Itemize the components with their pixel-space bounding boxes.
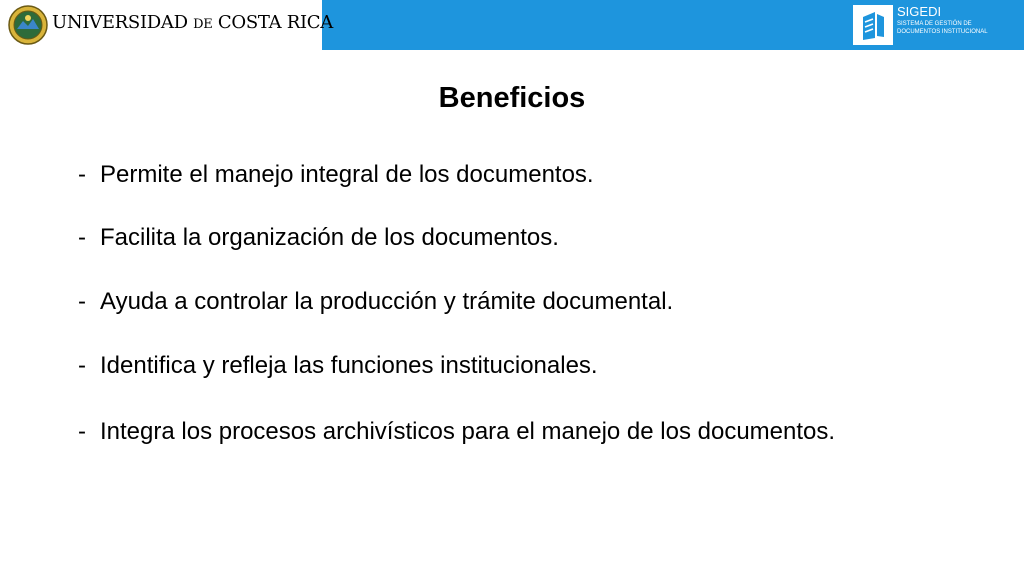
header-bar: [0, 0, 1024, 50]
system-subtitle-line1: SISTEMA DE GESTIÓN DE: [897, 21, 972, 27]
list-item: [78, 417, 946, 446]
university-name-part2: COSTA RICA: [217, 12, 333, 33]
bullet-text: Identifica y refleja las funciones institucionales.: [100, 352, 598, 379]
university-name: [52, 12, 333, 33]
list-item: [78, 223, 946, 252]
university-logo: [0, 0, 333, 50]
university-seal-icon: [8, 5, 48, 45]
bullet-marker: -: [78, 224, 86, 251]
university-name-de: DE: [193, 17, 213, 32]
list-item: [78, 287, 946, 316]
sigedi-logo-icon: [853, 5, 893, 45]
sigedi-branding: [897, 5, 988, 36]
bullet-text: Facilita la organización de los documentos.: [100, 224, 559, 251]
list-item: [78, 351, 946, 380]
bullet-marker: -: [78, 288, 86, 315]
list-item: [78, 160, 946, 189]
university-name-part1: UNIVERSIDAD: [52, 12, 188, 33]
bullet-marker: -: [78, 352, 86, 379]
bullet-text: Permite el manejo integral de los documentos.: [100, 161, 594, 188]
slide-title: Beneficios: [438, 82, 586, 114]
bullet-marker: -: [78, 418, 86, 445]
bullet-text: Integra los procesos archivísticos para el manejo de los documentos.: [100, 418, 836, 445]
bullet-text: Ayuda a controlar la producción y trámite documental.: [100, 288, 674, 315]
bullet-marker: -: [78, 161, 86, 188]
system-subtitle-line2: DOCUMENTOS INSTITUCIONAL: [897, 29, 988, 35]
system-name: SIGEDI: [897, 4, 942, 19]
